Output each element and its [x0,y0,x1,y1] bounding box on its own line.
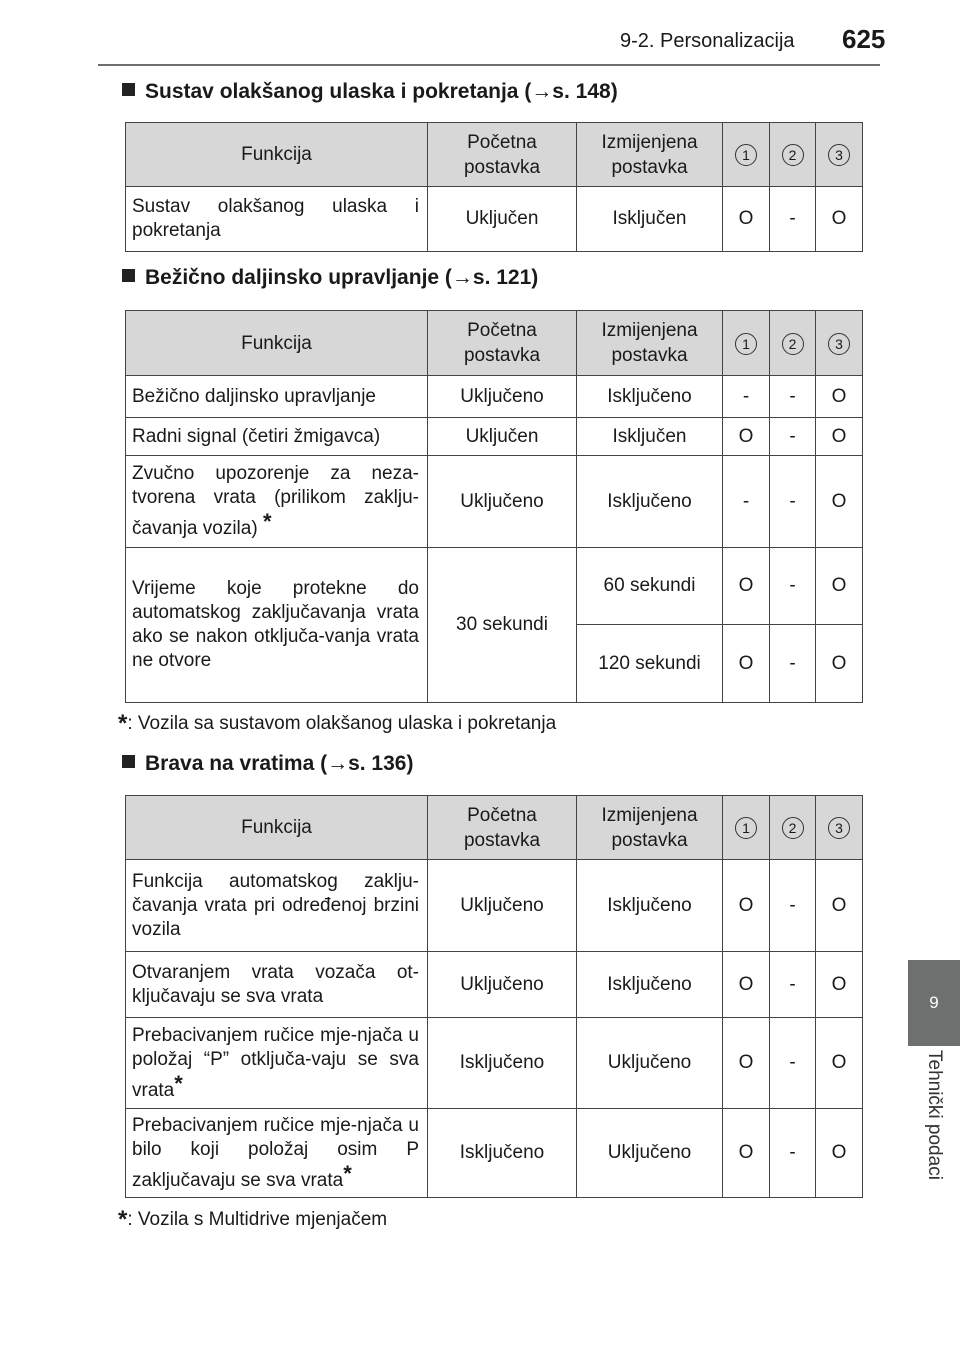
function-name-cell [126,1018,428,1109]
circled-2-icon: 2 [782,817,804,839]
circled-3-icon: 3 [828,144,850,166]
header-divider [98,64,880,66]
initial-setting: Uključen [428,418,577,456]
method-3: O [816,376,863,418]
changed-setting: Isključeno [577,376,723,418]
method-2: - [770,187,816,252]
table-header-row [126,311,863,376]
circled-1-icon: 1 [735,144,757,166]
changed-setting: Isključeno [577,952,723,1018]
method-1: O [723,548,770,625]
method-1: O [723,952,770,1018]
footnote [118,710,556,738]
method-3: O [816,418,863,456]
table-header-row [126,796,863,860]
method-2: - [770,456,816,548]
header-col-2 [770,796,816,860]
method-2: - [770,1109,816,1198]
method-3: O [816,625,863,703]
changed-setting: Isključen [577,418,723,456]
function-name: Prebacivanjem ručice mje-njača u bilo koji položaj osim P zaključavaju se sva vrata [132,1114,419,1191]
table-row [126,548,863,625]
footnote-marker: * [174,1070,183,1096]
method-2: - [770,952,816,1018]
method-3: O [816,1109,863,1198]
method-2: - [770,418,816,456]
function-name: Zvučno upozorenje za neza-tvorena vrata (prilikom zaklju-čavanja vozila) [132,463,419,539]
method-1: O [723,418,770,456]
changed-setting: 60 sekundi [577,548,723,625]
table-header-row [126,123,863,187]
changed-setting: Uključeno [577,1109,723,1198]
circled-3-icon: 3 [828,817,850,839]
initial-setting: Uključeno [428,376,577,418]
bullet-square-icon [122,755,135,768]
footnote-star: * [118,1206,128,1233]
circled-2-icon: 2 [782,144,804,166]
section-heading-entry-start [122,80,618,104]
table-row [126,1018,863,1109]
bullet-square-icon [122,83,135,96]
header-col-3 [816,796,863,860]
settings-table-entry-start [125,122,863,252]
method-2: - [770,860,816,952]
method-1: O [723,625,770,703]
header-col-3 [816,311,863,376]
circled-1-icon: 1 [735,333,757,355]
chapter-tab [908,960,960,1046]
section-heading-text: Sustav olakšanog ulaska i pokretanja (→s. 148) [145,80,618,103]
changed-setting: Uključeno [577,1018,723,1109]
header-pocetna: Početna postavka [428,123,577,187]
header-col-1 [723,796,770,860]
header-col-1 [723,123,770,187]
method-2: - [770,548,816,625]
header-izmijenjena: Izmijenjena postavka [577,123,723,187]
method-3: O [816,860,863,952]
header-funkcija: Funkcija [126,796,428,860]
table-row [126,418,863,456]
header-col-3 [816,123,863,187]
chapter-number: 9 [929,993,939,1012]
header-col-1 [723,311,770,376]
section-heading-remote [122,266,538,290]
function-name: Prebacivanjem ručice mje-njača u položaj “P” otključa-vaju se sva vrata [132,1024,419,1101]
footnote-text: : Vozila s Multidrive mjenjačem [127,1209,388,1230]
initial-setting: Uključeno [428,456,577,548]
method-3: O [816,187,863,252]
footnote-marker: * [343,1160,352,1186]
initial-setting: Uključeno [428,860,577,952]
function-name: Bežično daljinsko upravljanje [126,376,428,418]
section-heading-door-lock [122,752,413,776]
method-2: - [770,376,816,418]
initial-setting: Isključeno [428,1109,577,1198]
footnote [118,1206,387,1234]
method-1: O [723,860,770,952]
footnote-text: : Vozila sa sustavom olakšanog ulaska i pokretanja [127,713,557,734]
header-pocetna: Početna postavka [428,311,577,376]
function-name: Vrijeme koje protekne do automatskog zaključavanja vrata ako se nakon otključa-vanja vrata ne otvore [126,548,428,703]
header-pocetna: Početna postavka [428,796,577,860]
footnote-marker: * [262,509,272,534]
table-row [126,376,863,418]
initial-setting: 30 sekundi [428,548,577,703]
function-name: Sustav olakšanog ulaska i pokretanja [126,187,428,252]
section-title: 9-2. Personalizacija [620,30,795,52]
changed-setting: Isključeno [577,456,723,548]
changed-setting: Isključen [577,187,723,252]
header-izmijenjena: Izmijenjena postavka [577,311,723,376]
method-1: O [723,1018,770,1109]
table-row [126,860,863,952]
page-number: 625 [842,24,886,54]
table-row [126,952,863,1018]
footnote-star: * [118,710,128,737]
method-3: O [816,1018,863,1109]
function-name: Otvaranjem vrata vozača ot-ključavaju se sva vrata [126,952,428,1018]
circled-1-icon: 1 [735,817,757,839]
method-2: - [770,1018,816,1109]
table-row [126,1109,863,1198]
method-3: O [816,456,863,548]
header-funkcija: Funkcija [126,311,428,376]
header-col-2 [770,311,816,376]
table-row [126,187,863,252]
bullet-square-icon [122,269,135,282]
table-row [126,456,863,548]
initial-setting: Isključeno [428,1018,577,1109]
method-3: O [816,952,863,1018]
header-izmijenjena: Izmijenjena postavka [577,796,723,860]
method-1: O [723,187,770,252]
section-heading-text: Bežično daljinsko upravljanje (→s. 121) [145,266,539,289]
initial-setting: Uključeno [428,952,577,1018]
function-name: Funkcija automatskog zaklju-čavanja vrata pri određenoj brzini vozila [126,860,428,952]
settings-table-remote [125,310,863,703]
method-2: - [770,625,816,703]
initial-setting: Uključen [428,187,577,252]
settings-table-door-lock [125,795,863,1198]
method-1: O [723,1109,770,1198]
method-1: - [723,376,770,418]
header-col-2 [770,123,816,187]
circled-2-icon: 2 [782,333,804,355]
changed-setting: Isključeno [577,860,723,952]
chapter-label: Tehnički podaci [924,1050,945,1180]
function-name: Radni signal (četiri žmigavca) [126,418,428,456]
changed-setting: 120 sekundi [577,625,723,703]
header-funkcija: Funkcija [126,123,428,187]
method-1: - [723,456,770,548]
function-name-cell [126,1109,428,1198]
section-heading-text: Brava na vratima (→s. 136) [145,752,414,775]
method-3: O [816,548,863,625]
circled-3-icon: 3 [828,333,850,355]
function-name-cell [126,456,428,548]
